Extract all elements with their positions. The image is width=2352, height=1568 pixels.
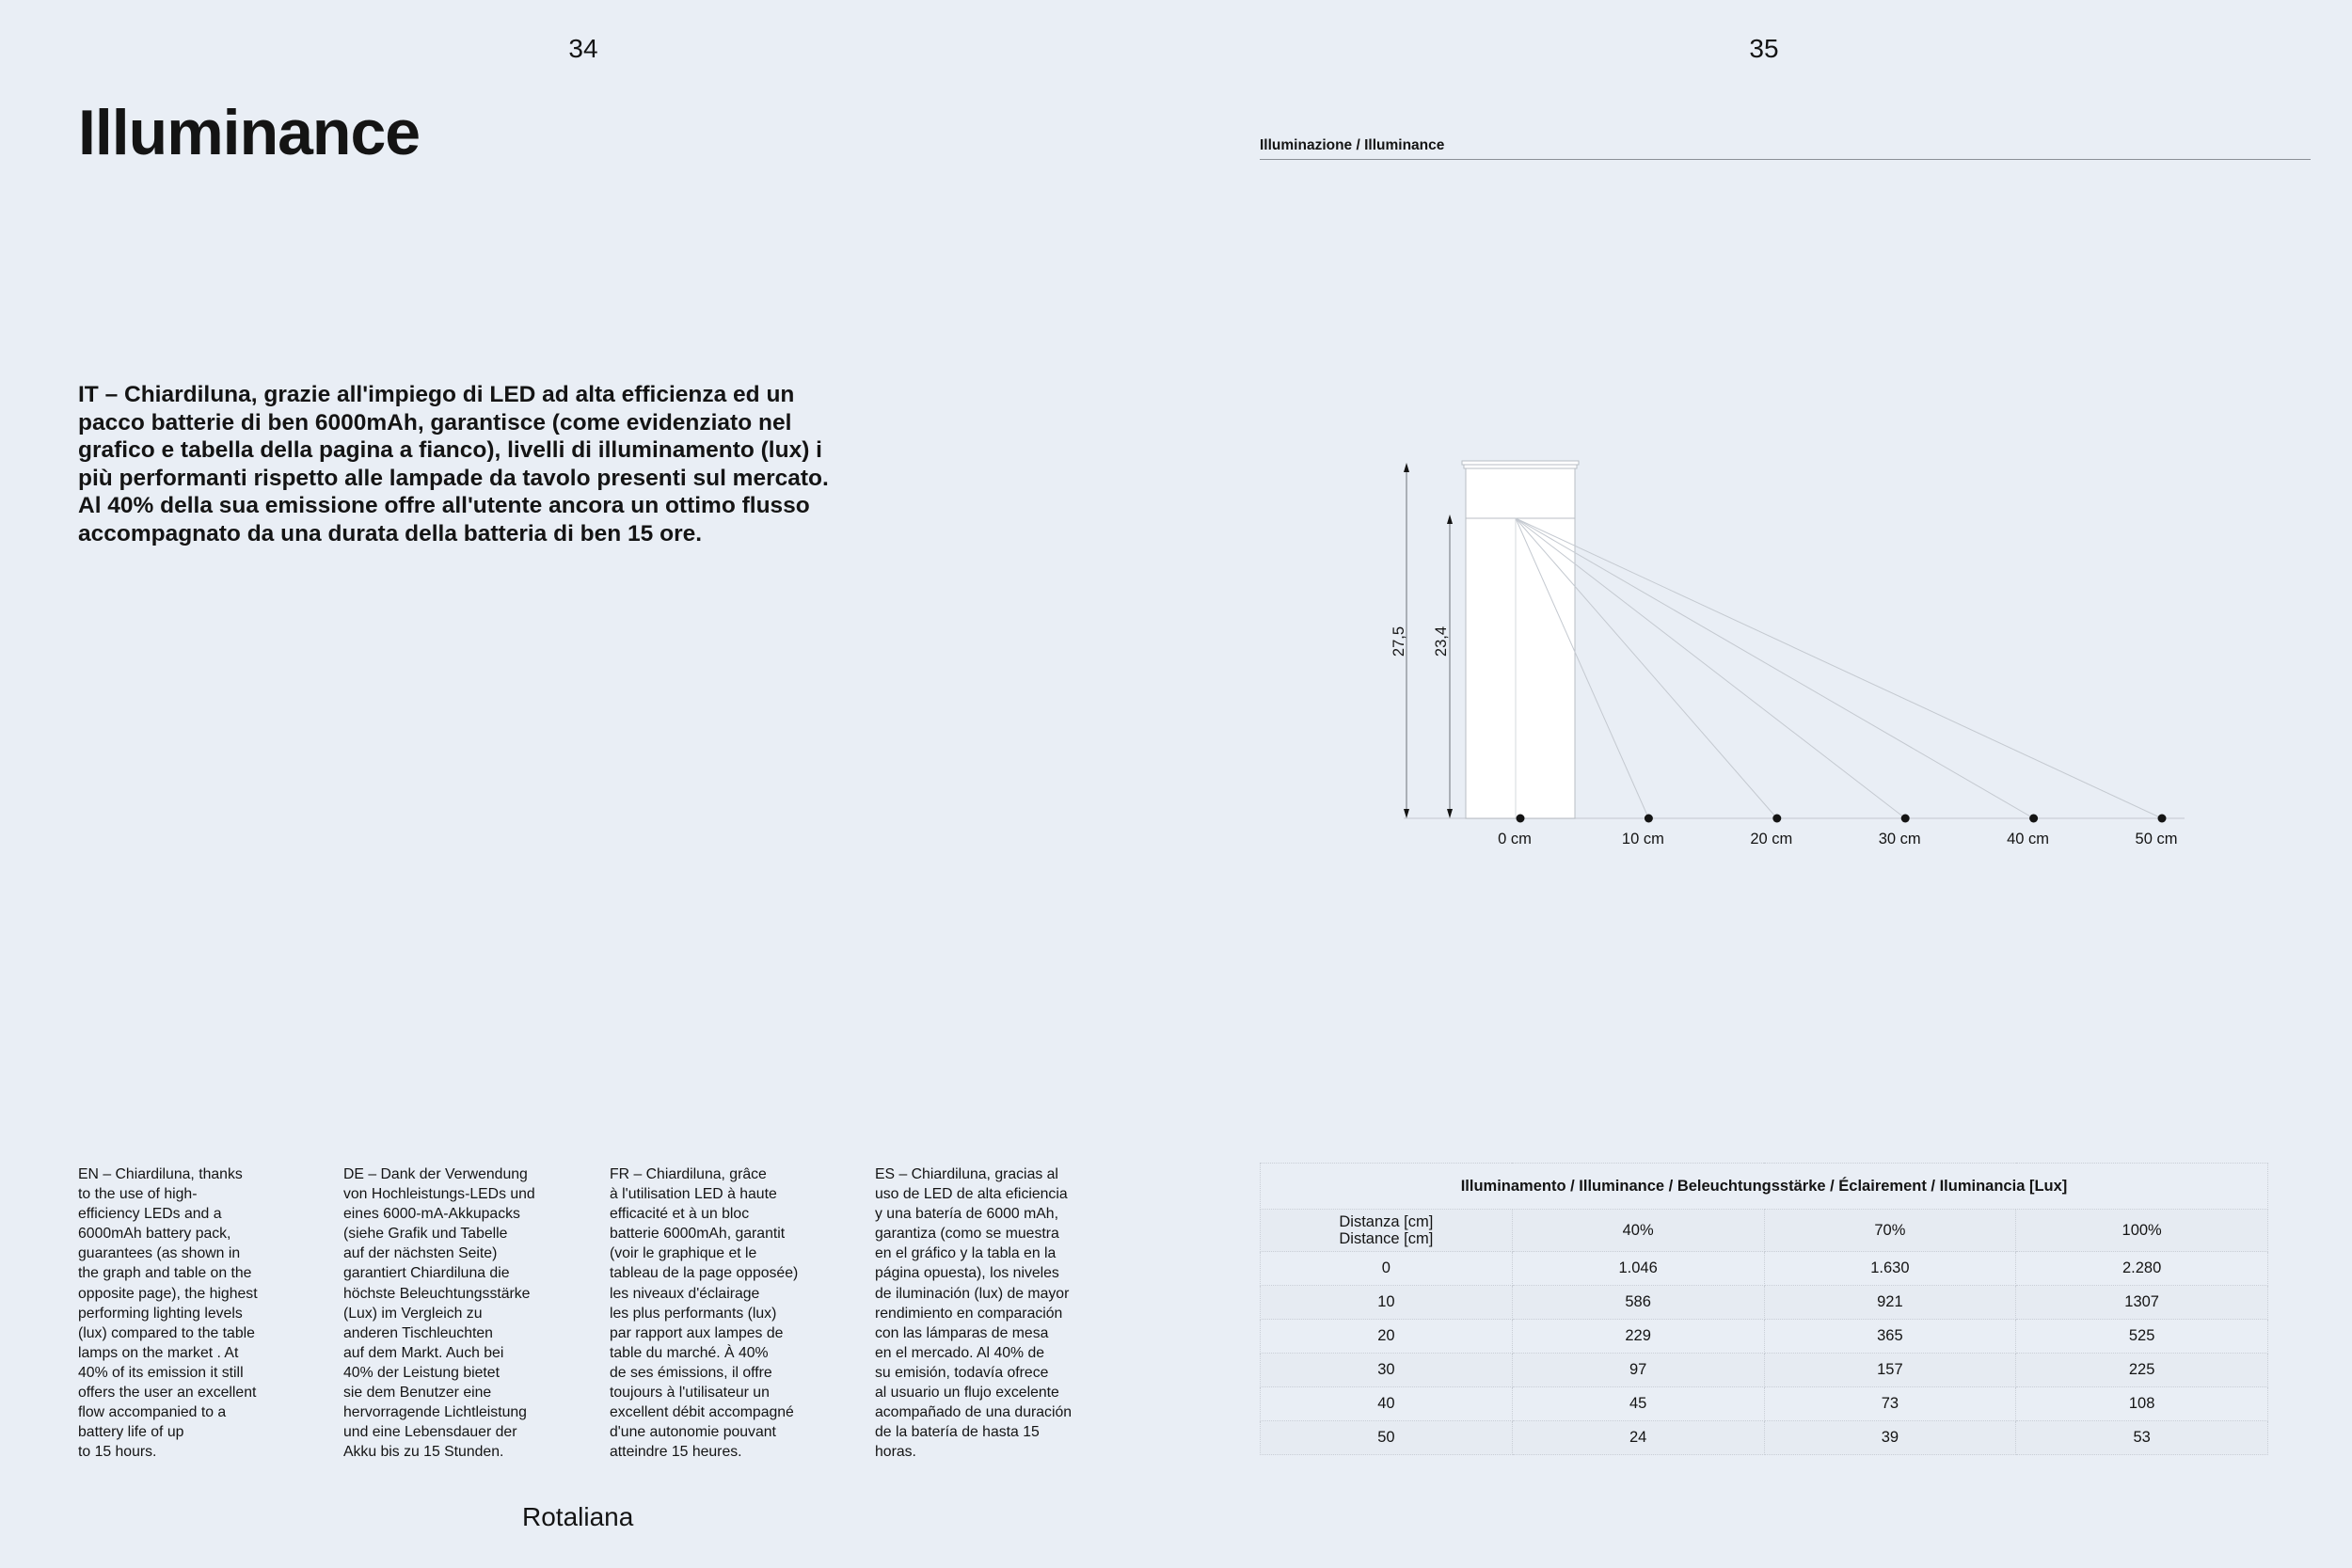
lamp-top-rim: [1464, 465, 1577, 468]
table-cell: 525: [2016, 1320, 2268, 1354]
brand-name: Rotaliana: [522, 1502, 634, 1531]
table-cell: 40: [1261, 1387, 1513, 1421]
table-row: [1261, 1286, 2268, 1320]
distance-header-line-2: Distance [cm]: [1339, 1230, 1434, 1247]
table-cell: 229: [1512, 1320, 1764, 1354]
table-cell: 39: [1764, 1421, 2016, 1455]
page-number-right: 35: [1749, 34, 1779, 63]
measurement-point: [1901, 815, 1910, 823]
measurement-point: [1517, 815, 1525, 823]
distance-label: 30 cm: [1878, 831, 1921, 847]
light-height-arrow-bottom: [1447, 809, 1453, 818]
illuminance-table: [1260, 1163, 2268, 1455]
level-header-70: 70%: [1764, 1210, 2016, 1252]
light-height-label: 23,4: [1433, 626, 1450, 657]
table-row: [1261, 1387, 2268, 1421]
lamp-top-cap: [1462, 461, 1579, 465]
table-cell: 1307: [2016, 1286, 2268, 1320]
table-cell: 30: [1261, 1354, 1513, 1387]
page-title: Illuminance: [78, 97, 421, 168]
light-ray: [1516, 518, 2034, 818]
lamp-height-arrow-bottom: [1404, 809, 1409, 818]
table-caption: Illuminamento / Illuminance / Beleuchtungsstärke / Éclairement / Iluminancia [Lux]: [1261, 1164, 2268, 1210]
lamp-height-arrow-top: [1404, 463, 1409, 472]
column-text-de: DE – Dank der Verwendung von Hochleistungs-LEDs und eines 6000-mA-Akkupacks (siehe Grafik und Tabelle auf der nächsten Seite) garantiert Chiardiluna die höchste Beleuchtungsstärke (Lux) im Vergleich zu anderen Tischleuchten auf dem Markt. Auch bei 40% der Leistung bietet sie dem Benutzer eine hervorragende Lichtleistung und eine Lebensdauer der Akku bis zu 15 Stunden.: [343, 1166, 535, 1461]
page-number-left: 34: [568, 34, 598, 63]
lamp-head: [1466, 468, 1575, 518]
table-cell: 108: [2016, 1387, 2268, 1421]
distance-label: 40 cm: [2007, 831, 2050, 847]
table-row: [1261, 1421, 2268, 1455]
table-cell: 157: [1764, 1354, 2016, 1387]
light-ray: [1516, 518, 2162, 818]
table-cell: 10: [1261, 1286, 1513, 1320]
column-text-en: EN – Chiardiluna, thanks to the use of high- efficiency LEDs and a 6000mAh battery pack, guarantees (as shown in the graph and table on the opposite page), the highest performing lighting levels (lux) compared to the table lamps on the market . At 40% of its emission it still offers the user an excellent flow accompanied to a battery life of up to 15 hours.: [78, 1166, 258, 1461]
section-label: Illuminazione / Illuminance: [1260, 137, 1445, 153]
distance-label: 50 cm: [2135, 831, 2178, 847]
table-cell: 225: [2016, 1354, 2268, 1387]
table-cell: 53: [2016, 1421, 2268, 1455]
measurement-point: [1645, 815, 1653, 823]
table-cell: 20: [1261, 1320, 1513, 1354]
column-text-es: ES – Chiardiluna, gracias al uso de LED de alta eficiencia y una batería de 6000 mAh, garantiza (como se muestra en el gráfico y la tabla en la página opuesta), los niveles de iluminación (lux) de mayor rendimiento en comparación con las lámparas de mesa en el mercado. Al 40% de su emisión, todavía ofrece al usuario un flujo excelente acompañado de una duración de la batería de hasta 15 horas.: [875, 1166, 1073, 1461]
intro-text-it: IT – Chiardiluna, grazie all'impiego di LED ad alta efficienza ed un pacco batterie di ben 6000mAh, garantisce (come evidenziato nel grafico e tabella della pagina a fianco), livelli di illuminamento (lux) i più performanti rispetto alle lampade da tavolo presenti sul mercato. Al 40% della sua emissione offre all'utente ancora un ottimo flusso accompagnato da una durata della batteria di ben 15 ore.: [78, 382, 829, 546]
table-cell: 921: [1764, 1286, 2016, 1320]
table-row: [1261, 1320, 2268, 1354]
table-cell: 73: [1764, 1387, 2016, 1421]
column-text-fr: FR – Chiardiluna, grâce à l'utilisation LED à haute efficacité et à un bloc batterie 6000mAh, garantit (voir le graphique et le tableau de la page opposée) les niveaux d'éclairage les plus performants (lux) par rapport aux lampes de table du marché. À 40% de ses émissions, il offre toujours à l'utilisateur un excellent débit accompagné d'une autonomie pouvant atteindre 15 heures.: [610, 1166, 799, 1461]
level-header-100: 100%: [2016, 1210, 2268, 1252]
distance-label: 0 cm: [1498, 831, 1532, 847]
table-row: [1261, 1354, 2268, 1387]
table-cell: 45: [1512, 1387, 1764, 1421]
table-row: [1261, 1252, 2268, 1286]
lamp-height-label: 27,5: [1391, 626, 1407, 657]
light-rays: [1516, 518, 2162, 818]
table-cell: 0: [1261, 1252, 1513, 1286]
distance-labels: [1498, 831, 2177, 847]
light-height-arrow-top: [1447, 515, 1453, 524]
table-header-row: [1261, 1210, 2268, 1252]
distance-label: 20 cm: [1750, 831, 1793, 847]
level-header-40: 40%: [1512, 1210, 1764, 1252]
measurement-point: [1772, 815, 1781, 823]
table-cell: 24: [1512, 1421, 1764, 1455]
table-cell: 2.280: [2016, 1252, 2268, 1286]
table-cell: 365: [1764, 1320, 2016, 1354]
distance-header: [1261, 1210, 1513, 1252]
distance-header-line-1: Distanza [cm]: [1339, 1213, 1434, 1230]
lamp-body: [1466, 518, 1575, 818]
table-cell: 586: [1512, 1286, 1764, 1320]
table-cell: 50: [1261, 1421, 1513, 1455]
table-cell: 1.630: [1764, 1252, 2016, 1286]
distance-label: 10 cm: [1621, 831, 1664, 847]
table-cell: 1.046: [1512, 1252, 1764, 1286]
measurement-point: [2029, 815, 2038, 823]
table-cell: 97: [1512, 1354, 1764, 1387]
measurement-point: [2158, 815, 2167, 823]
